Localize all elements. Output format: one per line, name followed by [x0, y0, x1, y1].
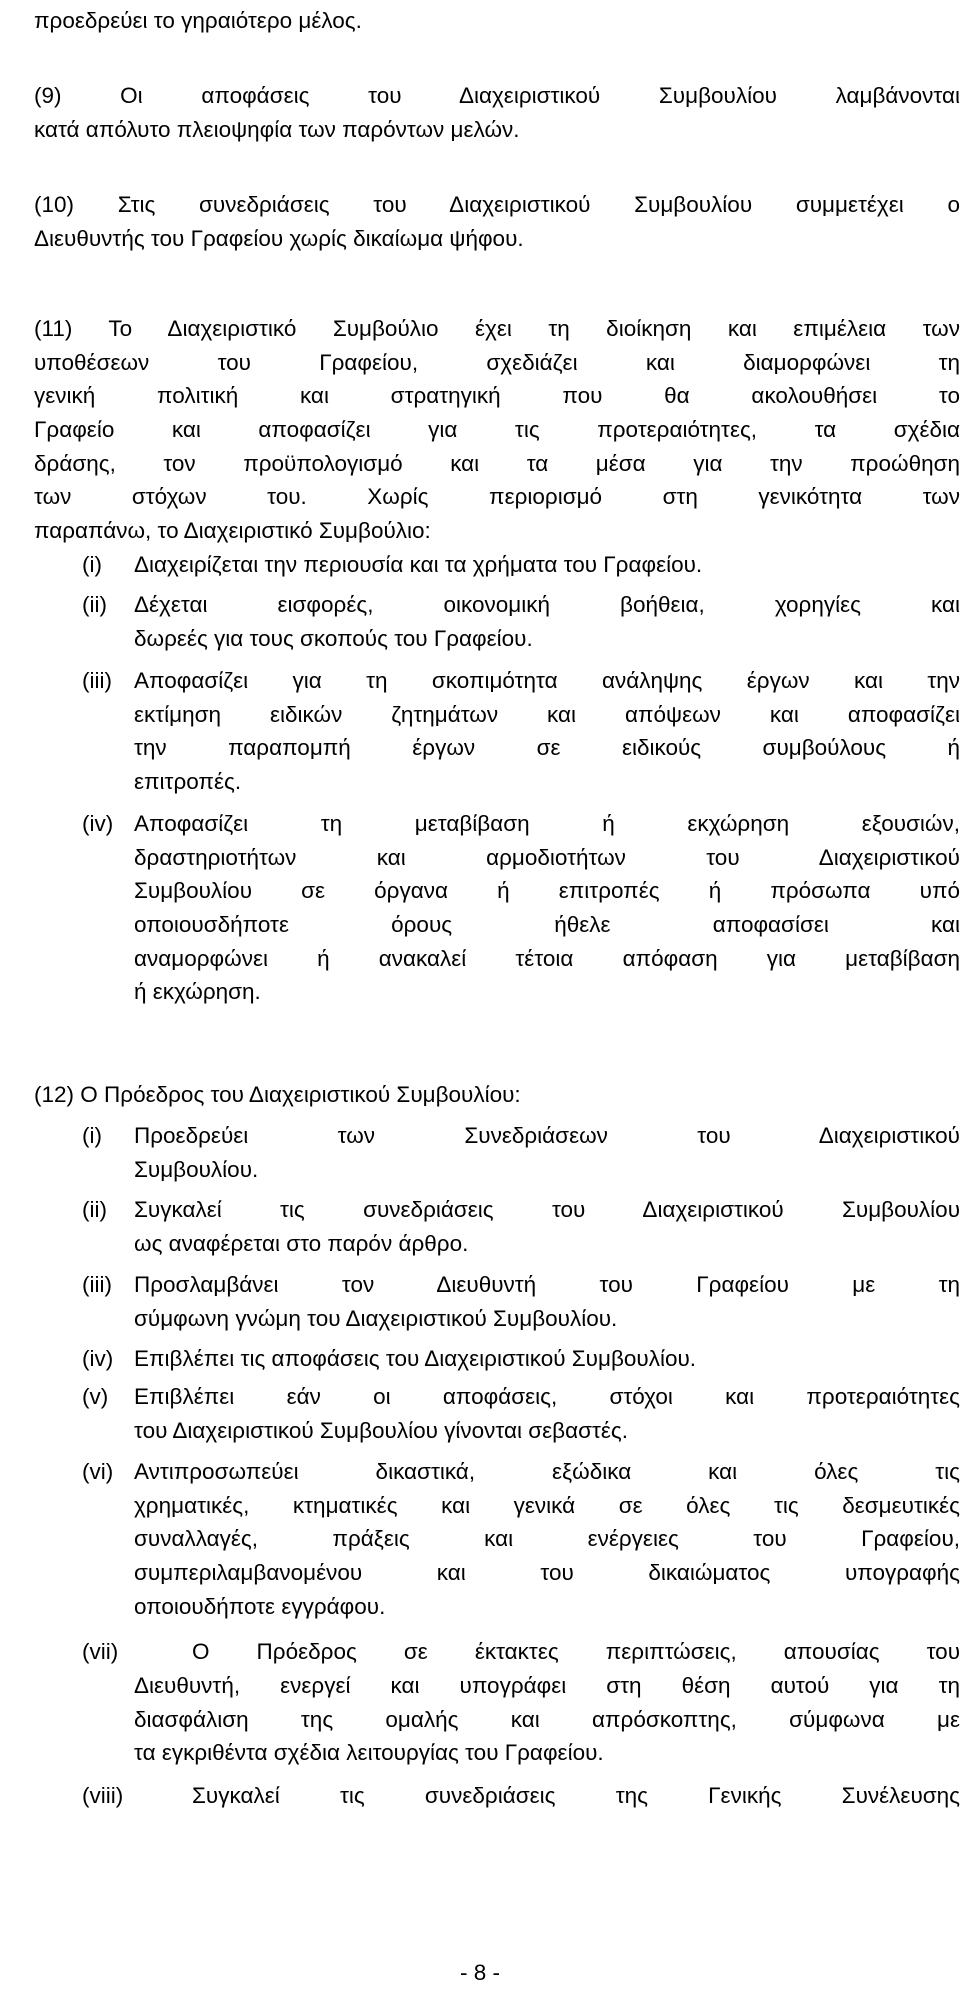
text-line: Αντιπροσωπεύει δικαστικά, εξώδικα και όλες τις [134, 1459, 960, 1484]
text-line: Γραφείο και αποφασίζει για τις προτεραιότητες, τα σχέδια [34, 417, 960, 443]
text-line: Αποφασίζει για τη σκοπιμότητα ανάληψης έργων και την [134, 668, 960, 693]
text-line: Συμβουλίου σε όργανα ή επιτροπές ή πρόσωπα υπό [134, 878, 960, 904]
text-line: τα εγκριθέντα σχέδια λειτουργίας του Γραφείου. [134, 1740, 604, 1766]
text-line: οποιουσδήποτε όρους ήθελε αποφασίσει και [134, 912, 960, 938]
text-line: του Διαχειριστικού Συμβουλίου γίνονται σεβαστές. [134, 1417, 629, 1443]
text-line: (11) Το Διαχειριστικό Συμβούλιο έχει τη διοίκηση και επιμέλεια των [34, 316, 960, 341]
text-line: Διευθυντής του Γραφείου χωρίς δικαίωμα ψήφου. [34, 225, 524, 251]
paragraph-11 [34, 312, 960, 548]
text-line: (9) Οι αποφάσεις του Διαχειριστικού Συμβουλίου λαμβάνονται [34, 83, 960, 108]
page-number: - 8 - [459, 1960, 500, 1985]
text-line: Διευθυντή, ενεργεί και υπογράφει στη θέση αυτού για τη [134, 1673, 960, 1698]
text-line: Προσλαμβάνει τον Διευθυντή του Γραφείου με τη [134, 1272, 960, 1297]
item-label: (v) [82, 1384, 109, 1409]
text-line: προεδρεύει το γηραιότερο μέλος. [34, 8, 362, 33]
text-line: δωρεές για τους σκοπούς του Γραφείου. [134, 625, 533, 651]
text-line: οποιουδήποτε εγγράφου. [134, 1593, 386, 1619]
text-line: (10) Στις συνεδριάσεις του Διαχειριστικού Συμβουλίου συμμετέχει ο [34, 192, 960, 217]
text-line: Προεδρεύει των Συνεδριάσεων του Διαχειριστικού [134, 1123, 960, 1148]
text-line: Συγκαλεί τις συνεδριάσεις του Διαχειριστικού Συμβουλίου [134, 1197, 960, 1222]
text-line: ή εκχώρηση. [134, 979, 261, 1005]
item-label: (i) [82, 1123, 102, 1148]
paragraph-12 [34, 1078, 960, 1112]
item-label: (ii) [82, 1197, 107, 1222]
text-line: των στόχων του. Χωρίς περιορισμό στη γενικότητα των [34, 484, 960, 510]
text-line: γενική πολιτική και στρατηγική που θα ακολουθήσει το [34, 383, 960, 409]
text-line: (12) Ο Πρόεδρος του Διαχειριστικού Συμβουλίου: [34, 1082, 521, 1107]
text-line: δράσης, τον προϋπολογισμό και τα μέσα για την προώθηση [34, 450, 960, 476]
text-line: συναλλαγές, πράξεις και ενέργειες του Γραφείου, [134, 1526, 960, 1552]
text-line: Συγκαλεί τις συνεδριάσεις της Γενικής Συνέλευσης [192, 1783, 960, 1808]
item-label: (vii) [82, 1639, 119, 1664]
text-line: Επιβλέπει τις αποφάσεις του Διαχειριστικού Συμβουλίου. [134, 1346, 697, 1371]
text-line: την παραπομπή έργων σε ειδικούς συμβούλους ή [134, 735, 960, 761]
text-line: επιτροπές. [134, 769, 242, 795]
text-line: διασφάλιση της ομαλής και απρόσκοπτης, σύμφωνα με [134, 1706, 960, 1732]
item-label: (iv) [82, 811, 114, 836]
text-line: παραπάνω, το Διαχειριστικό Συμβούλιο: [34, 518, 431, 544]
paragraph-9 [34, 79, 960, 146]
text-line: αναμορφώνει ή ανακαλεί τέτοια απόφαση για μεταβίβαση [134, 945, 960, 971]
item-label: (vi) [82, 1459, 114, 1484]
text-line: υποθέσεων του Γραφείου, σχεδιάζει και διαμορφώνει τη [34, 349, 960, 375]
text-line: Συμβουλίου. [134, 1156, 259, 1182]
item-label: (iv) [82, 1346, 114, 1371]
item-label: (viii) [82, 1783, 124, 1808]
text-line: Διαχειρίζεται την περιουσία και τα χρήματα του Γραφείου. [134, 552, 703, 577]
text-line: συμπεριλαμβανομένου και του δικαιώματος υπογραφής [134, 1560, 960, 1586]
text-line: κατά απόλυτο πλειοψηφία των παρόντων μελών. [34, 116, 520, 142]
text-line: Επιβλέπει εάν οι αποφάσεις, στόχοι και προτεραιότητες [134, 1384, 960, 1409]
paragraph-10 [34, 188, 960, 255]
item-label: (iii) [82, 668, 112, 693]
text-line: Αποφασίζει τη μεταβίβαση ή εκχώρηση εξουσιών, [134, 811, 960, 836]
text-line: εκτίμηση ειδικών ζητημάτων και απόψεων και αποφασίζει [134, 701, 960, 727]
text-line: δραστηριοτήτων και αρμοδιοτήτων του Διαχειριστικού [134, 844, 960, 870]
item-label: (i) [82, 552, 102, 577]
item-label: (iii) [82, 1272, 112, 1297]
text-line: σύμφωνη γνώμη του Διαχειριστικού Συμβουλίου. [134, 1305, 618, 1331]
item-label: (ii) [82, 592, 107, 617]
text-line: Δέχεται εισφορές, οικονομική βοήθεια, χορηγίες και [134, 592, 960, 617]
text-line: Ο Πρόεδρος σε έκτακτες περιπτώσεις, απουσίας του [192, 1639, 960, 1664]
text-line: χρηματικές, κτηματικές και γενικά σε όλες τις δεσμευτικές [134, 1492, 960, 1518]
text-line: ως αναφέρεται στο παρόν άρθρο. [134, 1230, 469, 1256]
paragraph-continuation [34, 4, 960, 38]
